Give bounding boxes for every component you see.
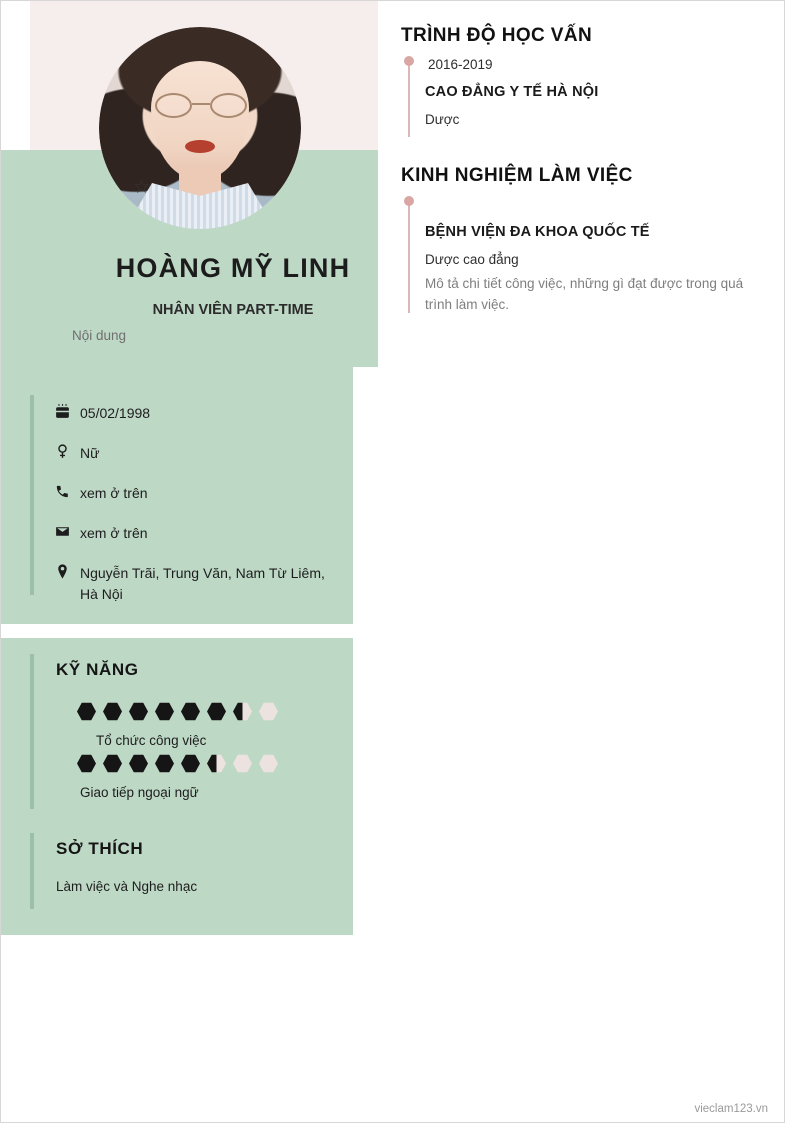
education-major: Dược (425, 112, 460, 127)
contact-value: 05/02/1998 (80, 405, 151, 421)
contact-panel (1, 367, 353, 624)
phone-icon (54, 483, 78, 500)
contact-value: xem ở trên (80, 485, 148, 501)
skill-label-1: Tổ chức công việc (96, 733, 207, 748)
profile-role-note: Nội dung (72, 328, 127, 343)
avatar-face (151, 61, 249, 179)
avatar (99, 27, 301, 229)
skills-accent-bar (30, 654, 34, 809)
skill-rating-2 (77, 754, 278, 773)
education-date: 2016-2019 (428, 57, 493, 72)
avatar-photo (99, 27, 301, 229)
experience-timeline-dot (404, 196, 414, 206)
hobbies-title: SỞ THÍCH (56, 839, 144, 858)
experience-company: BỆNH VIỆN ĐA KHOA QUỐC TẾ (425, 224, 650, 240)
mail-icon (54, 523, 78, 540)
experience-position: Dược cao đẳng (425, 252, 519, 267)
hobbies-text: Làm việc và Nghe nhạc (56, 879, 198, 894)
avatar-lips (185, 140, 215, 153)
contact-value: Nữ (80, 445, 100, 461)
contact-accent-bar (30, 395, 34, 595)
education-school: CAO ĐẲNG Y TẾ HÀ NỘI (425, 84, 599, 100)
gender-icon (54, 443, 78, 460)
watermark: vieclam123.vn (694, 1103, 768, 1115)
profile-role: NHÂN VIÊN PART-TIME (152, 302, 314, 318)
education-timeline-line (408, 59, 410, 137)
contact-row-birthdate (54, 403, 339, 425)
hobbies-accent-bar (30, 833, 34, 909)
skill-rating-1 (77, 702, 278, 721)
contact-row-gender (54, 443, 339, 465)
experience-timeline-line (408, 201, 410, 313)
education-timeline-dot (404, 56, 414, 66)
experience-description: Mô tả chi tiết công việc, những gì đạt được trong quá trình làm việc. (425, 276, 744, 312)
contact-list (54, 403, 339, 605)
contact-value: Nguyễn Trãi, Trung Văn, Nam Từ Liêm, Hà Nội (80, 565, 325, 602)
contact-value: xem ở trên (80, 525, 148, 541)
skills-title: KỸ NĂNG (56, 660, 139, 679)
contact-row-email (54, 523, 339, 545)
photo-star-icon: ☆ (133, 177, 151, 198)
page-title: HOÀNG MỸ LINH (115, 253, 351, 283)
pin-icon (54, 563, 78, 580)
contact-row-phone (54, 483, 339, 505)
skill-label-2: Giao tiếp ngoại ngữ (80, 785, 199, 800)
experience-title: KINH NGHIỆM LÀM VIỆC (401, 165, 633, 186)
cake-icon (54, 403, 78, 420)
education-title: TRÌNH ĐỘ HỌC VẤN (401, 25, 593, 46)
contact-row-address (54, 563, 339, 605)
glasses-icon (155, 93, 247, 119)
